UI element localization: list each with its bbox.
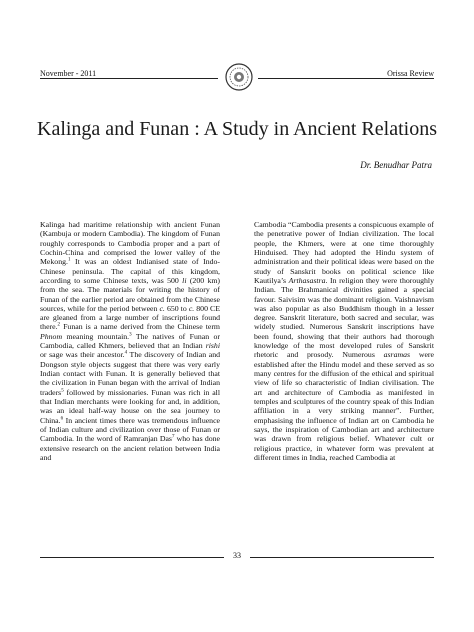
body-text: followed by missionaries. Funan was rich in all that Indian merchants were looking for and, in addition, was an ideal half-way house on the sea journey to China.: [40, 387, 220, 425]
ornamental-seal-icon: [224, 62, 254, 92]
footnote-marker: 7: [171, 434, 175, 440]
footnote-marker: 4: [124, 350, 128, 356]
footer-rule-left: [40, 557, 224, 558]
footer-rule-right: [250, 557, 434, 558]
italic-term: Phnom: [40, 331, 63, 341]
footnote-marker: 2: [57, 322, 61, 328]
article-title: Kalinga and Funan : A Study in Ancient Relations: [37, 118, 437, 140]
body-text: were established after the Hindu model and these served as so many centres for the diffusion of the ethical and spiritual view of life so characteristic of Indian civilisation. The art and architecture of Cambodia as manifested in temples and sculptures of the country speak of this Indian affiliation in a very striking manner”. Further, emphasising the influence of Indian art on Cambodia he says, the inspiration of Cambodian art and architecture was drawn from religious belief. Whatever cult or religious practice, in whatever form was prevalent at different times in India, reached Cambodia at: [254, 350, 434, 462]
footnote-marker: 1: [67, 257, 71, 263]
body-text: (200 km) from the sea. The materials for writing the history of Funan of the earlier period are obtained from the Chinese sources, while for the period between: [40, 275, 220, 313]
body-text: who has done extensive research on the ancient relation between India and: [40, 434, 220, 462]
page-number: 33: [233, 551, 241, 560]
italic-term: c.: [188, 303, 195, 313]
italic-term: Arthasastra: [288, 275, 326, 285]
italic-term: li: [182, 275, 187, 285]
body-text: Funan is a name derived from the Chinese term: [60, 322, 220, 332]
body-text: The discovery of Indian and Dongson style objects suggest that there was very early Indian contact with Funan. It is generally believed that the civilization in Funan began with the arrival of Indian traders: [40, 350, 220, 397]
body-text: or sage was their ancestor.: [40, 350, 125, 360]
body-text: In ancient times there was tremendous influence of Indian culture and civilization over those of Funan or Cambodia. In the word of Ramranjan Das: [40, 415, 220, 444]
header-journal-name: Orissa Review: [387, 69, 434, 78]
body-text: The natives of Funan or Cambodia, called Khmers, believed that an Indian: [40, 331, 220, 351]
footnote-marker: 5: [61, 388, 64, 394]
body-text: Kalinga had maritime relationship with ancient Funan (Kambuja or modern Cambodia). The kingdom of Funan roughly corresponds to Cambodia proper and a part of Cochin-China and comprised the lower valley of the Mekong.: [40, 220, 220, 267]
body-text: Cambodia “Cambodia presents a conspicuous example of the penetrative power of Indian civilization. The local people, the Khmers, were at one time thoroughly Hinduised. They had adopted the Hindu system of administration and their political ideas were based on the study of Sanskrit books on political science like Kautilya’s: [254, 220, 434, 285]
body-text: 650 to: [164, 303, 189, 313]
header-rule-left: [40, 78, 218, 79]
body-text: . In religion they were thoroughly Indian. The Brahmanical divinities gained a special favour. Saivisim was the dominant religion. Vaishnavism was also popular as also Buddhism though in a lesser degree. Sanskrit literature, both sacred and secular, was widely studied. Numerous Sanskrit inscriptions have been found, showing that their authors had thorough knowledge of the most developed rules of Sanskrit rhetoric and prosody. Numerous: [254, 275, 434, 360]
header-date: November - 2011: [40, 69, 97, 78]
footnote-marker: 6: [60, 415, 64, 421]
footnote-marker: 3: [129, 332, 132, 338]
body-text: It was an oldest Indianised state of Indo-Chinese peninsula. The capital of this kingdom, according to some Chinese texts, was 500: [40, 257, 220, 285]
italic-term: rishi: [205, 341, 220, 351]
body-text: 800 CE are gleaned from a large number of inscriptions found there.: [40, 303, 220, 332]
italic-term: asramas: [383, 350, 411, 360]
body-column-right: [254, 220, 434, 462]
body-text: meaning mountain.: [62, 331, 130, 341]
italic-term: c.: [159, 303, 165, 313]
article-author: Dr. Benudhar Patra: [360, 160, 432, 170]
body-column-left: [40, 220, 220, 462]
